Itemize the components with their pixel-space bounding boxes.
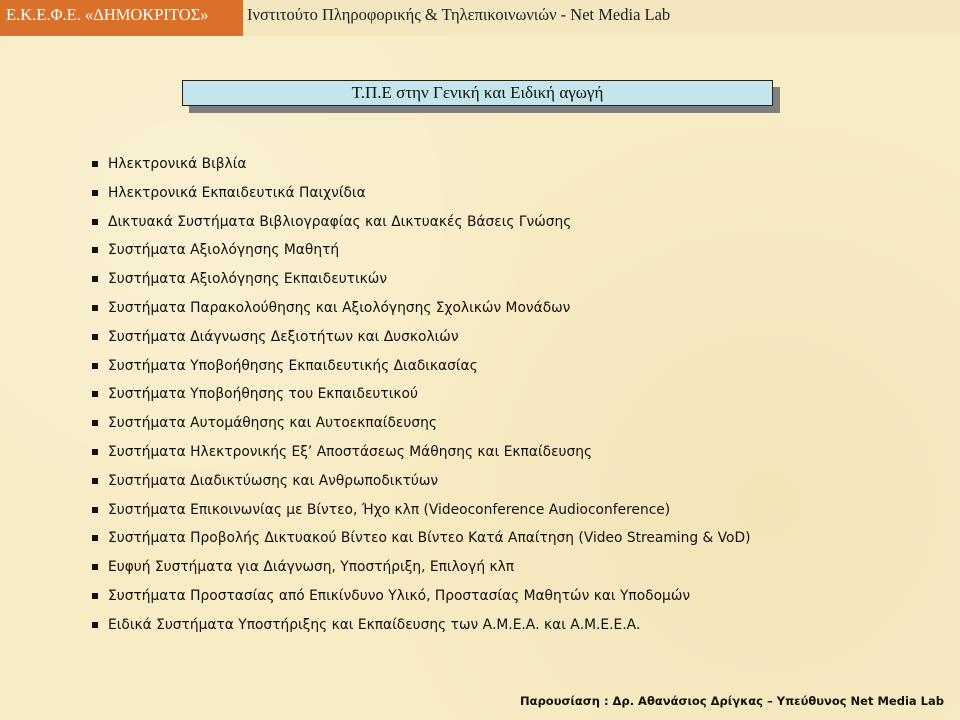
bullet-icon bbox=[92, 449, 98, 455]
list-item bbox=[92, 267, 750, 296]
bullet-icon bbox=[92, 478, 98, 484]
list-item-text: Συστήματα Υποβοήθησης Εκπαιδευτικής Διαδικασίας bbox=[108, 357, 478, 374]
header-lab: Ινστιτούτο Πληροφορικής & Τηλεπικοινωνιών - Net Media Lab bbox=[247, 5, 671, 24]
list-item-text: Ευφυή Συστήματα για Διάγνωση, Υποστήριξη, Επιλογή κλπ bbox=[108, 559, 515, 576]
list-item bbox=[92, 210, 750, 239]
list-item-text: Ηλεκτρονικά Βιβλία bbox=[108, 156, 247, 172]
list-item bbox=[92, 411, 750, 440]
list-item bbox=[92, 584, 750, 613]
bullet-icon bbox=[92, 219, 98, 225]
bullet-icon bbox=[92, 507, 98, 513]
bullet-icon bbox=[92, 593, 98, 599]
bullet-icon bbox=[92, 535, 98, 541]
list-item-text: Ειδικά Συστήματα Υποστήριξης και Εκπαίδευσης των Α.Μ.Ε.Α. και Α.Μ.Ε.Ε.Α. bbox=[108, 616, 641, 633]
list-item-text: Συστήματα Αξιολόγησης Εκπαιδευτικών bbox=[108, 271, 388, 288]
bullet-list bbox=[92, 152, 750, 642]
bullet-icon bbox=[92, 622, 98, 628]
list-item-text: Συστήματα Ηλεκτρονικής Εξ’ Αποστάσεως Μάθησης και Εκπαίδευσης bbox=[108, 443, 593, 460]
list-item-text: Συστήματα Επικοινωνίας με Βίντεο, Ήχο κλπ (Videoconference Audioconference) bbox=[108, 501, 671, 518]
bullet-icon bbox=[92, 420, 98, 426]
list-item-text: Ηλεκτρονικά Εκπαιδευτικά Παιχνίδια bbox=[108, 184, 366, 201]
list-item bbox=[92, 498, 750, 527]
slide-title: Τ.Π.Ε στην Γενική και Ειδική αγωγή bbox=[182, 80, 773, 106]
list-item bbox=[92, 526, 750, 555]
bullet-icon bbox=[92, 247, 98, 253]
bullet-icon bbox=[92, 161, 98, 167]
list-item-text: Συστήματα Προστασίας από Επικίνδυνο Υλικό, Προστασίας Μαθητών και Υποδομών bbox=[108, 587, 691, 604]
list-item bbox=[92, 440, 750, 469]
list-item-text: Συστήματα Προβολής Δικτυακού Βίντεο και Βίντεο Κατά Απαίτηση (Video Streaming & VoD) bbox=[108, 530, 751, 547]
list-item bbox=[92, 181, 750, 210]
list-item bbox=[92, 382, 750, 411]
header-organization: Ε.Κ.Ε.Φ.Ε. «ΔΗΜΟΚΡΙΤΟΣ» bbox=[0, 0, 243, 36]
list-item bbox=[92, 238, 750, 267]
list-item-text: Συστήματα Διάγνωσης Δεξιοτήτων και Δυσκολιών bbox=[108, 328, 459, 345]
list-item-text: Συστήματα Διαδικτύωσης και Ανθρωποδικτύων bbox=[108, 472, 439, 489]
list-item bbox=[92, 613, 750, 642]
bullet-icon bbox=[92, 363, 98, 369]
list-item bbox=[92, 325, 750, 354]
list-item bbox=[92, 354, 750, 383]
bullet-icon bbox=[92, 564, 98, 570]
bullet-icon bbox=[92, 391, 98, 397]
bullet-icon bbox=[92, 276, 98, 282]
list-item-text: Συστήματα Παρακολούθησης και Αξιολόγησης Σχολικών Μονάδων bbox=[108, 299, 571, 316]
list-item-text: Συστήματα Υποβοήθησης του Εκπαιδευτικού bbox=[108, 386, 418, 403]
footer-presenter: Παρουσίαση : Δρ. Αθανάσιος Δρίγκας – Υπεύθυνος Net Media Lab bbox=[520, 694, 944, 708]
bullet-icon bbox=[92, 334, 98, 340]
list-item bbox=[92, 296, 750, 325]
list-item bbox=[92, 469, 750, 498]
bullet-icon bbox=[92, 190, 98, 196]
list-item bbox=[92, 152, 750, 181]
bullet-icon bbox=[92, 305, 98, 311]
list-item-text: Συστήματα Αυτομάθησης και Αυτοεκπαίδευσης bbox=[108, 415, 437, 432]
list-item-text: Δικτυακά Συστήματα Βιβλιογραφίας και Δικτυακές Βάσεις Γνώσης bbox=[108, 213, 572, 230]
list-item bbox=[92, 555, 750, 584]
header-bar bbox=[0, 0, 960, 36]
list-item-text: Συστήματα Αξιολόγησης Μαθητή bbox=[108, 242, 340, 259]
